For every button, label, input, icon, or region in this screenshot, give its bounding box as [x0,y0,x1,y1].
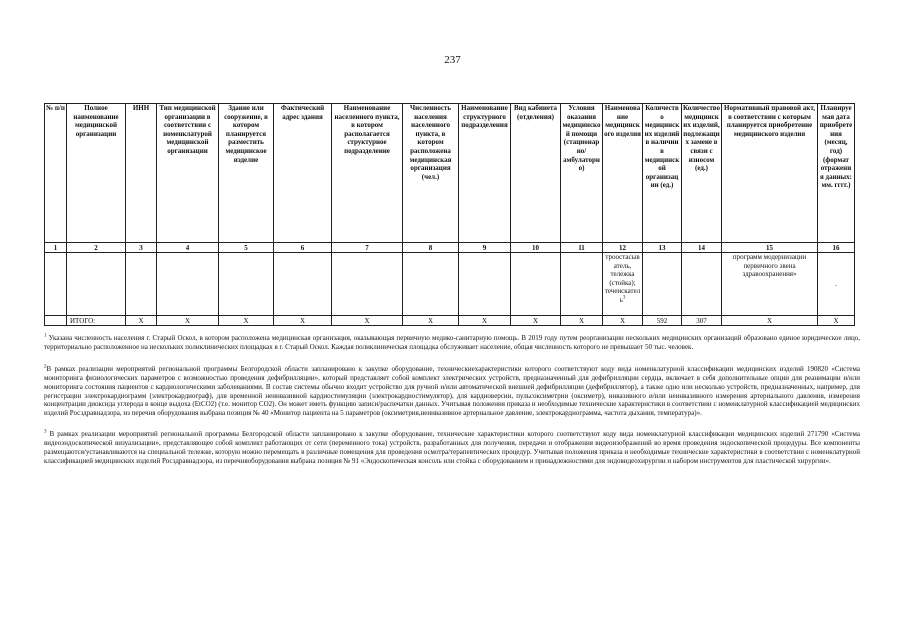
legal-act-cell: программ модернизации первичного звена здравоохранения» [722,253,818,316]
header-cell: Фактический адрес здания [274,104,332,243]
table-cell [157,253,219,316]
column-number: 14 [682,243,722,253]
header-row [45,104,855,243]
column-number: 10 [511,243,561,253]
total-label: ИТОГО: [67,316,126,326]
total-cell: Х [332,316,403,326]
header-cell: Тип медицинской организации в соответствии с номенклатурой медицинской организации [157,104,219,243]
table-cell [67,253,126,316]
header-cell: Численность населения населенного пункта, в котором расположена медицинская организация (чел.) [403,104,459,243]
table-cell [511,253,561,316]
column-number: 4 [157,243,219,253]
total-cell: Х [722,316,818,326]
table-cell [403,253,459,316]
footnote-mark: 1 [44,333,47,339]
header-cell: ИНН [126,104,157,243]
footnote-mark: 2 [44,364,47,370]
table-cell [332,253,403,316]
total-cell [45,316,67,326]
column-number-row [45,243,855,253]
table-cell [45,253,67,316]
table-row [45,253,855,316]
total-cell: Х [818,316,855,326]
column-number: 1 [45,243,67,253]
table-cell [682,253,722,316]
device-name-text: троостасыватель, тележка (стойка); течеискатель [604,253,641,304]
header-cell: Количество медицинских изделий в наличии в медицинской организации (ед.) [643,104,682,243]
total-cell: Х [274,316,332,326]
header-cell: Вид кабинета (отделения) [511,104,561,243]
total-existing-count: 592 [643,316,682,326]
column-number: 15 [722,243,818,253]
total-cell: Х [219,316,274,326]
total-cell: Х [403,316,459,326]
footnote-ref: 3 [622,295,626,301]
total-cell: Х [126,316,157,326]
footnote-text: В рамках реализации мероприятий региональной программы Белгородской области запланировано к закупке оборудование, технические характеристики которого соответствуют коду вида номенклатурной классификации медицинских изделий 271790 «Система видеоэндоскопической визуализации», представляющее собой комплект работающих от сети (переменного тока) устройств, разработанных для получения, передачи и отображения видеоизображений во время проведения эндоскопической процедуры. Все компоненты размещаются/устанавливаются на специальной тележке, которую можно перемещать в различные помещения для проведения осмотра/терапевтических процедур. Учитывая положения приказа и необходимые технические характеристики в соответствии с номенклатурной классификацией медицинских изделий Росздравнадзора, из перечняоборудования выбрана позиция № 91 «Эндоскопическая консоль или стойка с оборудованием и принадлежностями для эндовидеохирургии и набором инструментов для пластической хирургии». [44,430,861,465]
header-cell: Наименование медицинского изделия [603,104,643,243]
total-cell: Х [511,316,561,326]
total-replace-count: 307 [682,316,722,326]
header-cell: Планируемая дата приобретения (месяц, год) (формат отражения данных: мм. гггг.) [818,104,855,243]
header-cell: Здание или сооружение, в котором планируется разместить медицинское изделие [219,104,274,243]
column-number: 16 [818,243,855,253]
header-cell: № п/п [45,104,67,243]
footnote-text: В рамках реализации мероприятий региональной программы Белгородской области запланировано к закупке оборудование, техническиехарактеристики которого соответствуют коду вида номенклатурной классификации медицинских изделий 190820 «Система мониторинга физиологических параметров с возможностью проведения дефибрилляции», который представляет собой комплект электрических устройств, предназначенный для дефибрилляции сердца, включает в себя дополнительные опции для реанимации и/или мониторинга состояния пациентов с кардиологическими заболеваниями. В состав системы обычно входит устройство для ручной и/или автоматической внешней дефибрилляции (дефибриллятор), а также одно или несколько устройств, предназначенных, например, для регистрации электрокардиограмм (электрокардиограф), для временной неинвазивной кардиостимуляции (электрокардиостимулятор), для кардиоверсии, пульсоксиметрии (оксиметр), инвазивного и/или неинвазивного измерения артериального давления, измерения концентрации диоксида углерода в конце выдоха (EtCO2) (т.е. монитор CO2). Он может иметь функцию записи/распечатки данных. Учитывая положения приказа и необходимые технические характеристики в соответствии с номенклатурной классификацией медицинских изделий Росздравнадзора, из перечня оборудования выбрана позиция № 40 «Монитор пациента на 5 параметров (оксиметрия,неинвазивное артериальное давление, электрокардиограмма, частота дыхания, температура)». [44,364,860,418]
footnote-text: Указана численность населения г. Старый Оскол, в котором расположена медицинская организация, оказывающая первичную медико-санитарную помощь. В 2019 году путем реорганизации нескольких медицинских организаций образовано единое юридическое лицо, территориально расположенное на нескольких поликлинических площадках в г. Старый Оскол. Каждая поликлиническая площадка обслуживает население, общая численность которого не превышает 50 тыс. человек. [44,334,860,351]
date-cell: . [818,253,855,316]
column-number: 3 [126,243,157,253]
total-row [45,316,855,326]
total-cell: Х [459,316,511,326]
header-cell: Количество медицинских изделий, подлежащих замене в связи с износом (ед.) [682,104,722,243]
header-cell: Наименование населенного пункта, в котором располагается структурное подразделение [332,104,403,243]
column-number: 8 [403,243,459,253]
column-number: 5 [219,243,274,253]
footnote-1 [44,334,860,352]
column-number: 2 [67,243,126,253]
footnote-3 [44,430,860,466]
table-cell [459,253,511,316]
column-number: 9 [459,243,511,253]
table-cell [126,253,157,316]
header-cell: Полное наименование медицинской организации [67,104,126,243]
header-cell: Нормативный правовой акт, в соответствии с которым планируется приобретение медицинского изделия [722,104,818,243]
column-number: 6 [274,243,332,253]
column-number: 12 [603,243,643,253]
total-cell: Х [603,316,643,326]
table-cell [219,253,274,316]
column-number: 13 [643,243,682,253]
table-cell [274,253,332,316]
footnote-mark: 3 [44,429,47,435]
total-cell: Х [157,316,219,326]
page-number: 237 [444,54,461,66]
header-cell: Условия оказания медицинской помощи (стационарно/амбулаторно) [561,104,603,243]
footnote-2 [44,365,860,418]
total-cell: Х [561,316,603,326]
equipment-table [44,103,855,326]
footnotes [44,334,860,466]
device-name-cell [603,253,643,316]
column-number: 7 [332,243,403,253]
table-cell [643,253,682,316]
column-number: 11 [561,243,603,253]
header-cell: Наименование структурного подразделения [459,104,511,243]
table-cell [561,253,603,316]
